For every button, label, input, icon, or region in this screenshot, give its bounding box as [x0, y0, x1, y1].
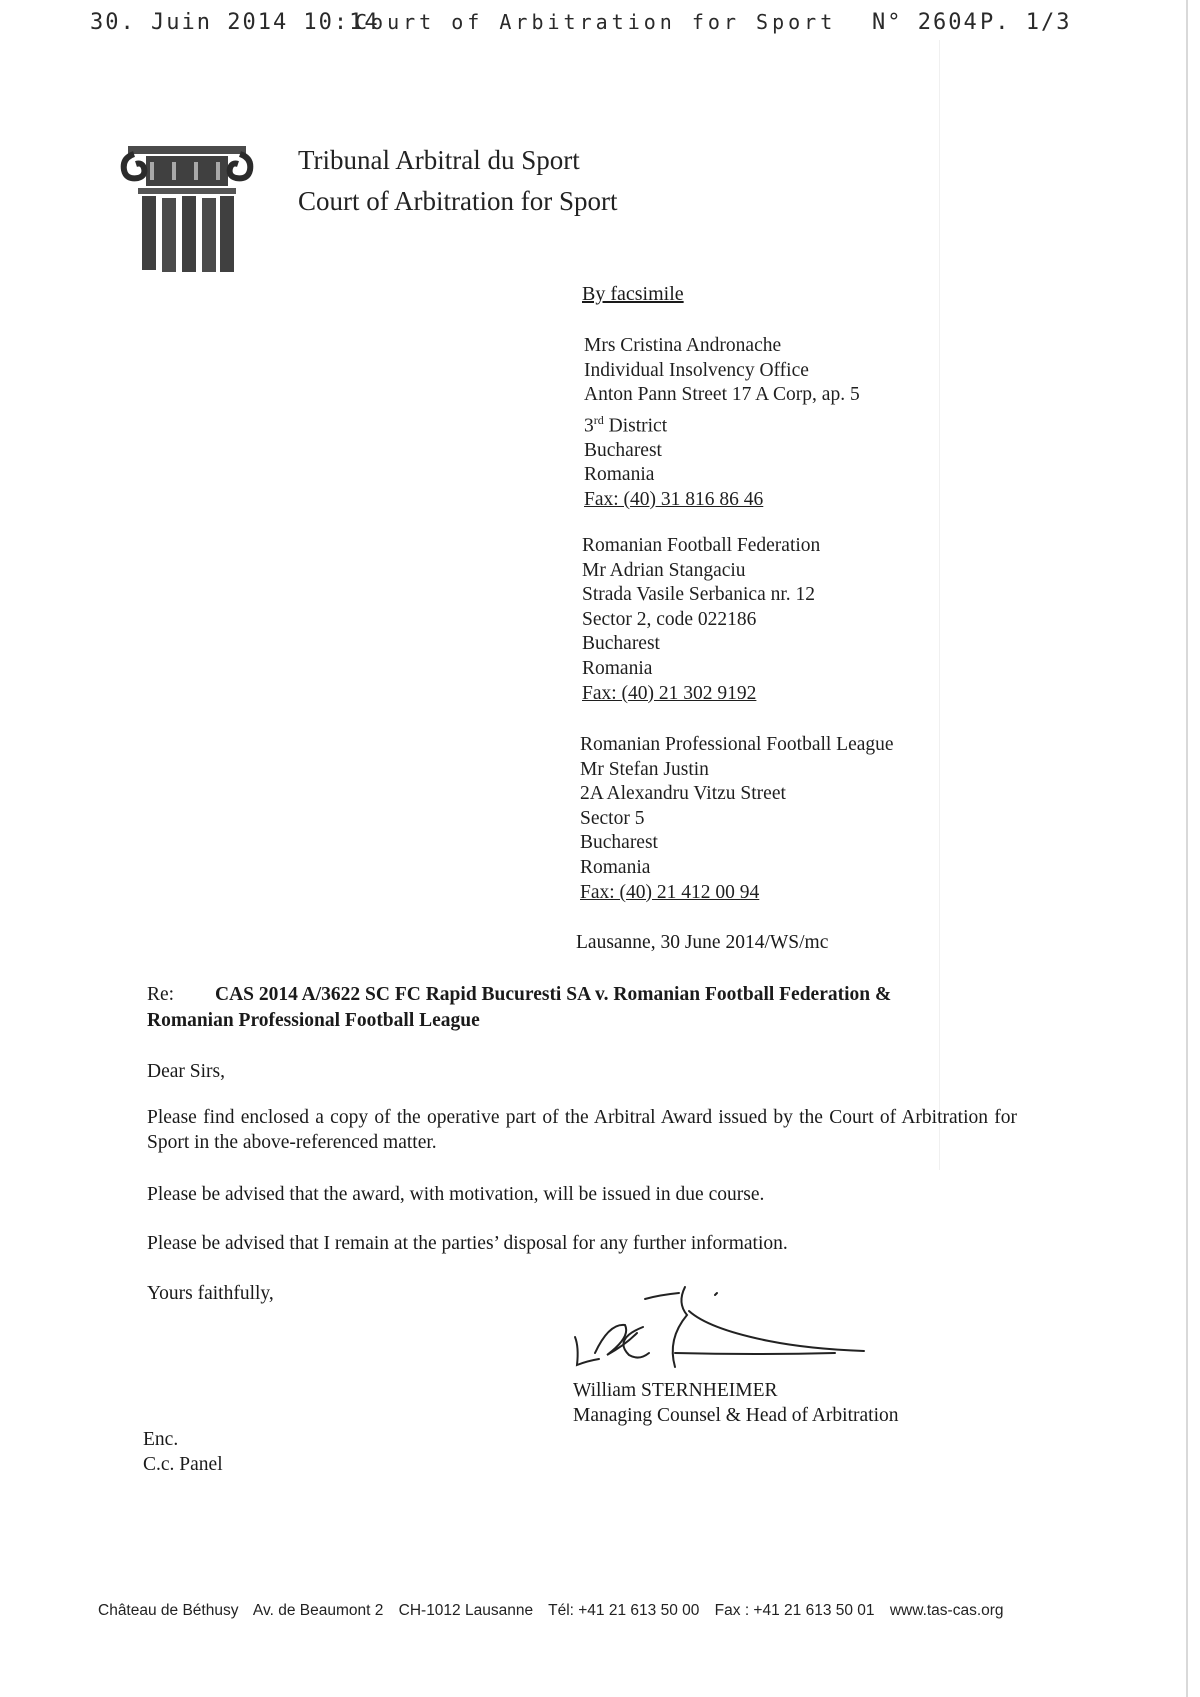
recipient-line: Romania [584, 464, 655, 486]
recipient-line: Bucharest [584, 439, 662, 461]
body-paragraph: Please be advised that I remain at the parties’ disposal for any further information. [147, 1233, 788, 1254]
recipient-line: Mr Stefan Justin [580, 758, 709, 780]
recipient-line: Individual Insolvency Office [584, 359, 809, 381]
recipient-block [580, 733, 894, 905]
fax-page: P. 1/3 [980, 10, 1072, 35]
recipient-line: 2A Alexandru Vitzu Street [580, 783, 786, 805]
district-suffix: rd [593, 412, 604, 427]
district-ordinal: 3 [584, 415, 594, 437]
fax-number: N° 2604 [872, 10, 979, 35]
letterhead-name-fr: Tribunal Arbitral du Sport [298, 145, 580, 175]
salutation: Dear Sirs, [147, 1061, 225, 1082]
recipient-line: Strada Vasile Serbanica nr. 12 [582, 584, 816, 606]
footer-fax: Fax : +41 21 613 50 01 [714, 1602, 875, 1619]
recipient-line: Mr Adrian Stangaciu [582, 559, 746, 581]
signer-title: Managing Counsel & Head of Arbitration [573, 1405, 899, 1426]
footer-address: Château de Béthusy [98, 1602, 239, 1619]
recipient-line: Romanian Football Federation [582, 535, 821, 556]
recipient-line: Romanian Professional Football League [580, 734, 894, 755]
fax-date-time: 30. Juin 2014 10:14 [90, 10, 380, 35]
subject-text-line2: Romanian Professional Football League [147, 1010, 480, 1031]
enclosure-line: Enc. [143, 1429, 179, 1450]
recipient-line: Mrs Cristina Andronache [584, 335, 782, 356]
subject-label: Re: [147, 984, 175, 1005]
fax-transmission-header [90, 10, 1070, 44]
footer-city: CH-1012 Lausanne [398, 1602, 534, 1619]
recipient-line: Romania [582, 657, 653, 679]
recipient-fax: Fax: (40) 31 816 86 46 [584, 489, 764, 511]
enclosures [143, 1427, 223, 1477]
body-paragraph: Please find enclosed a copy of the operative part of the Arbitral Award issued by the Court of Arbitration for Sport in the above-referenced matter. [147, 1107, 1017, 1153]
recipient-fax: Fax: (40) 21 302 9192 [582, 682, 757, 704]
signer-block [573, 1378, 898, 1428]
recipient-line [584, 408, 860, 439]
district-label: District [608, 415, 668, 437]
subject-text-line1: CAS 2014 A/3622 SC FC Rapid Bucuresti SA v. Romanian Football Federation & [215, 984, 892, 1005]
recipient-line: Bucharest [582, 633, 660, 655]
scan-edge [1186, 0, 1188, 1697]
enclosure-line: C.c. Panel [143, 1454, 223, 1475]
fax-sender: Court of Arbitration for Sport [355, 10, 837, 34]
recipient-line: Bucharest [580, 832, 658, 854]
recipient-line: Anton Pann Street 17 A Corp, ap. 5 [584, 384, 860, 406]
footer-tel: Tél: +41 21 613 50 00 [548, 1602, 700, 1619]
recipient-fax: Fax: (40) 21 412 00 94 [580, 881, 760, 903]
delivery-mode: By facsimile [582, 283, 684, 305]
footer-web: www.tas-cas.org [889, 1602, 1004, 1619]
subject-line [147, 982, 1027, 1034]
recipient-line: Sector 5 [580, 807, 645, 829]
body-paragraph: Please be advised that the award, with motivation, will be issued in due course. [147, 1184, 765, 1205]
letterhead-name-en: Court of Arbitration for Sport [298, 186, 618, 216]
handwritten-signature [565, 1275, 905, 1375]
closing: Yours faithfully, [147, 1283, 274, 1304]
letter-footer [98, 1602, 1058, 1620]
signer-name: William STERNHEIMER [573, 1380, 778, 1401]
recipient-block [584, 334, 860, 513]
recipient-line: Romania [580, 856, 651, 878]
date-reference-line: Lausanne, 30 June 2014/WS/mc [576, 932, 829, 953]
letterhead [298, 140, 617, 222]
recipient-line: Sector 2, code 022186 [582, 608, 757, 630]
recipient-block [582, 534, 820, 706]
footer-street: Av. de Beaumont 2 [252, 1602, 384, 1619]
cas-logo-column-icon [120, 126, 254, 276]
